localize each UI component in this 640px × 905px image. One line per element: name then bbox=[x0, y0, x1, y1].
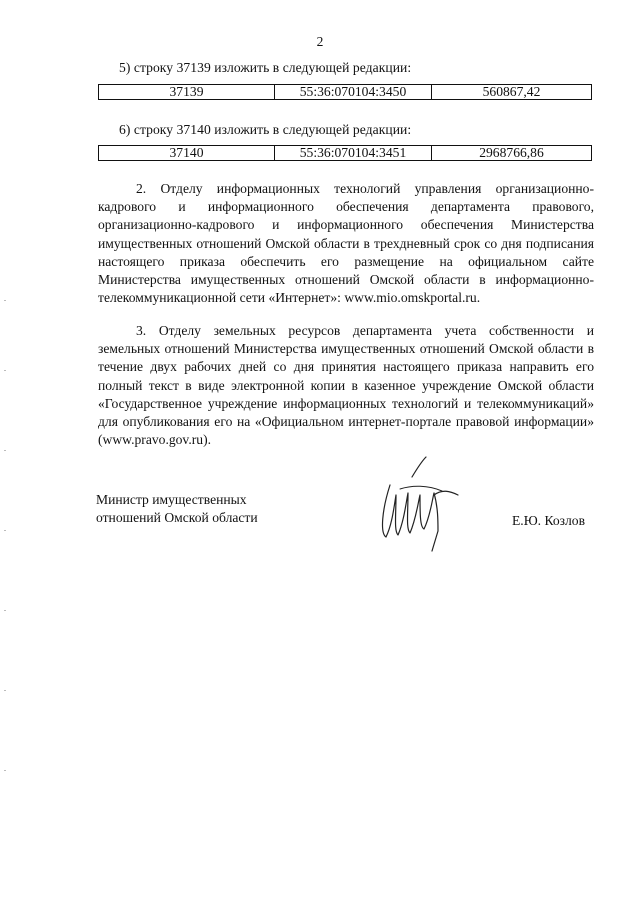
item-5-title: 5) строку 37139 изложить в следующей редакции: bbox=[119, 60, 412, 75]
cell-row-number: 37140 bbox=[99, 146, 275, 160]
cell-row-number: 37139 bbox=[99, 85, 275, 99]
paragraph-2: 2. Отделу информационных технологий управления организационно-кадрового и информационного обеспечения департамента правового, организационно-кадрового и информационного обеспечения Министерства имущественных отношений Омской области в трехдневный срок со дня подписания настоящего приказа обеспечить его размещение на официальном сайте Министерства имущественных отношений Омской области в информационно-телекоммуникационной сети «Интернет»: www.mio.omskportal.ru. bbox=[98, 181, 594, 306]
signatory-position bbox=[96, 491, 258, 527]
paragraph-3: 3. Отделу земельных ресурсов департамента учета собственности и земельных отношений Министерства имущественных отношений Омской области в течение двух рабочих дней со дня принятия настоящего приказа направить его полный текст в виде электронной копии в казенное учреждение Омской области «Государственное учреждение информационных технологий и телекоммуникаций» для опубликования его на «Официальном интернет-портале правовой информации» (www.pravo.gov.ru). bbox=[98, 323, 594, 448]
signatory-name: Е.Ю. Козлов bbox=[512, 513, 586, 528]
cell-value: 560867,42 bbox=[482, 84, 541, 99]
page-number: 2 bbox=[316, 34, 324, 49]
signatory-position-line-1: Министр имущественных bbox=[96, 492, 247, 507]
cell-cadastral-number: 55:36:070104:3450 bbox=[275, 85, 432, 99]
signatory-position-line-2: отношений Омской области bbox=[96, 510, 258, 525]
cell-value: 2968766,86 bbox=[479, 145, 544, 160]
item-5-table-row bbox=[98, 84, 592, 100]
handwritten-signature bbox=[372, 455, 472, 559]
item-6-title: 6) строку 37140 изложить в следующей редакции: bbox=[119, 122, 412, 137]
item-6-table-row bbox=[98, 145, 592, 161]
scan-edge-marks bbox=[4, 300, 7, 820]
cell-cadastral-number: 55:36:070104:3451 bbox=[275, 146, 432, 160]
